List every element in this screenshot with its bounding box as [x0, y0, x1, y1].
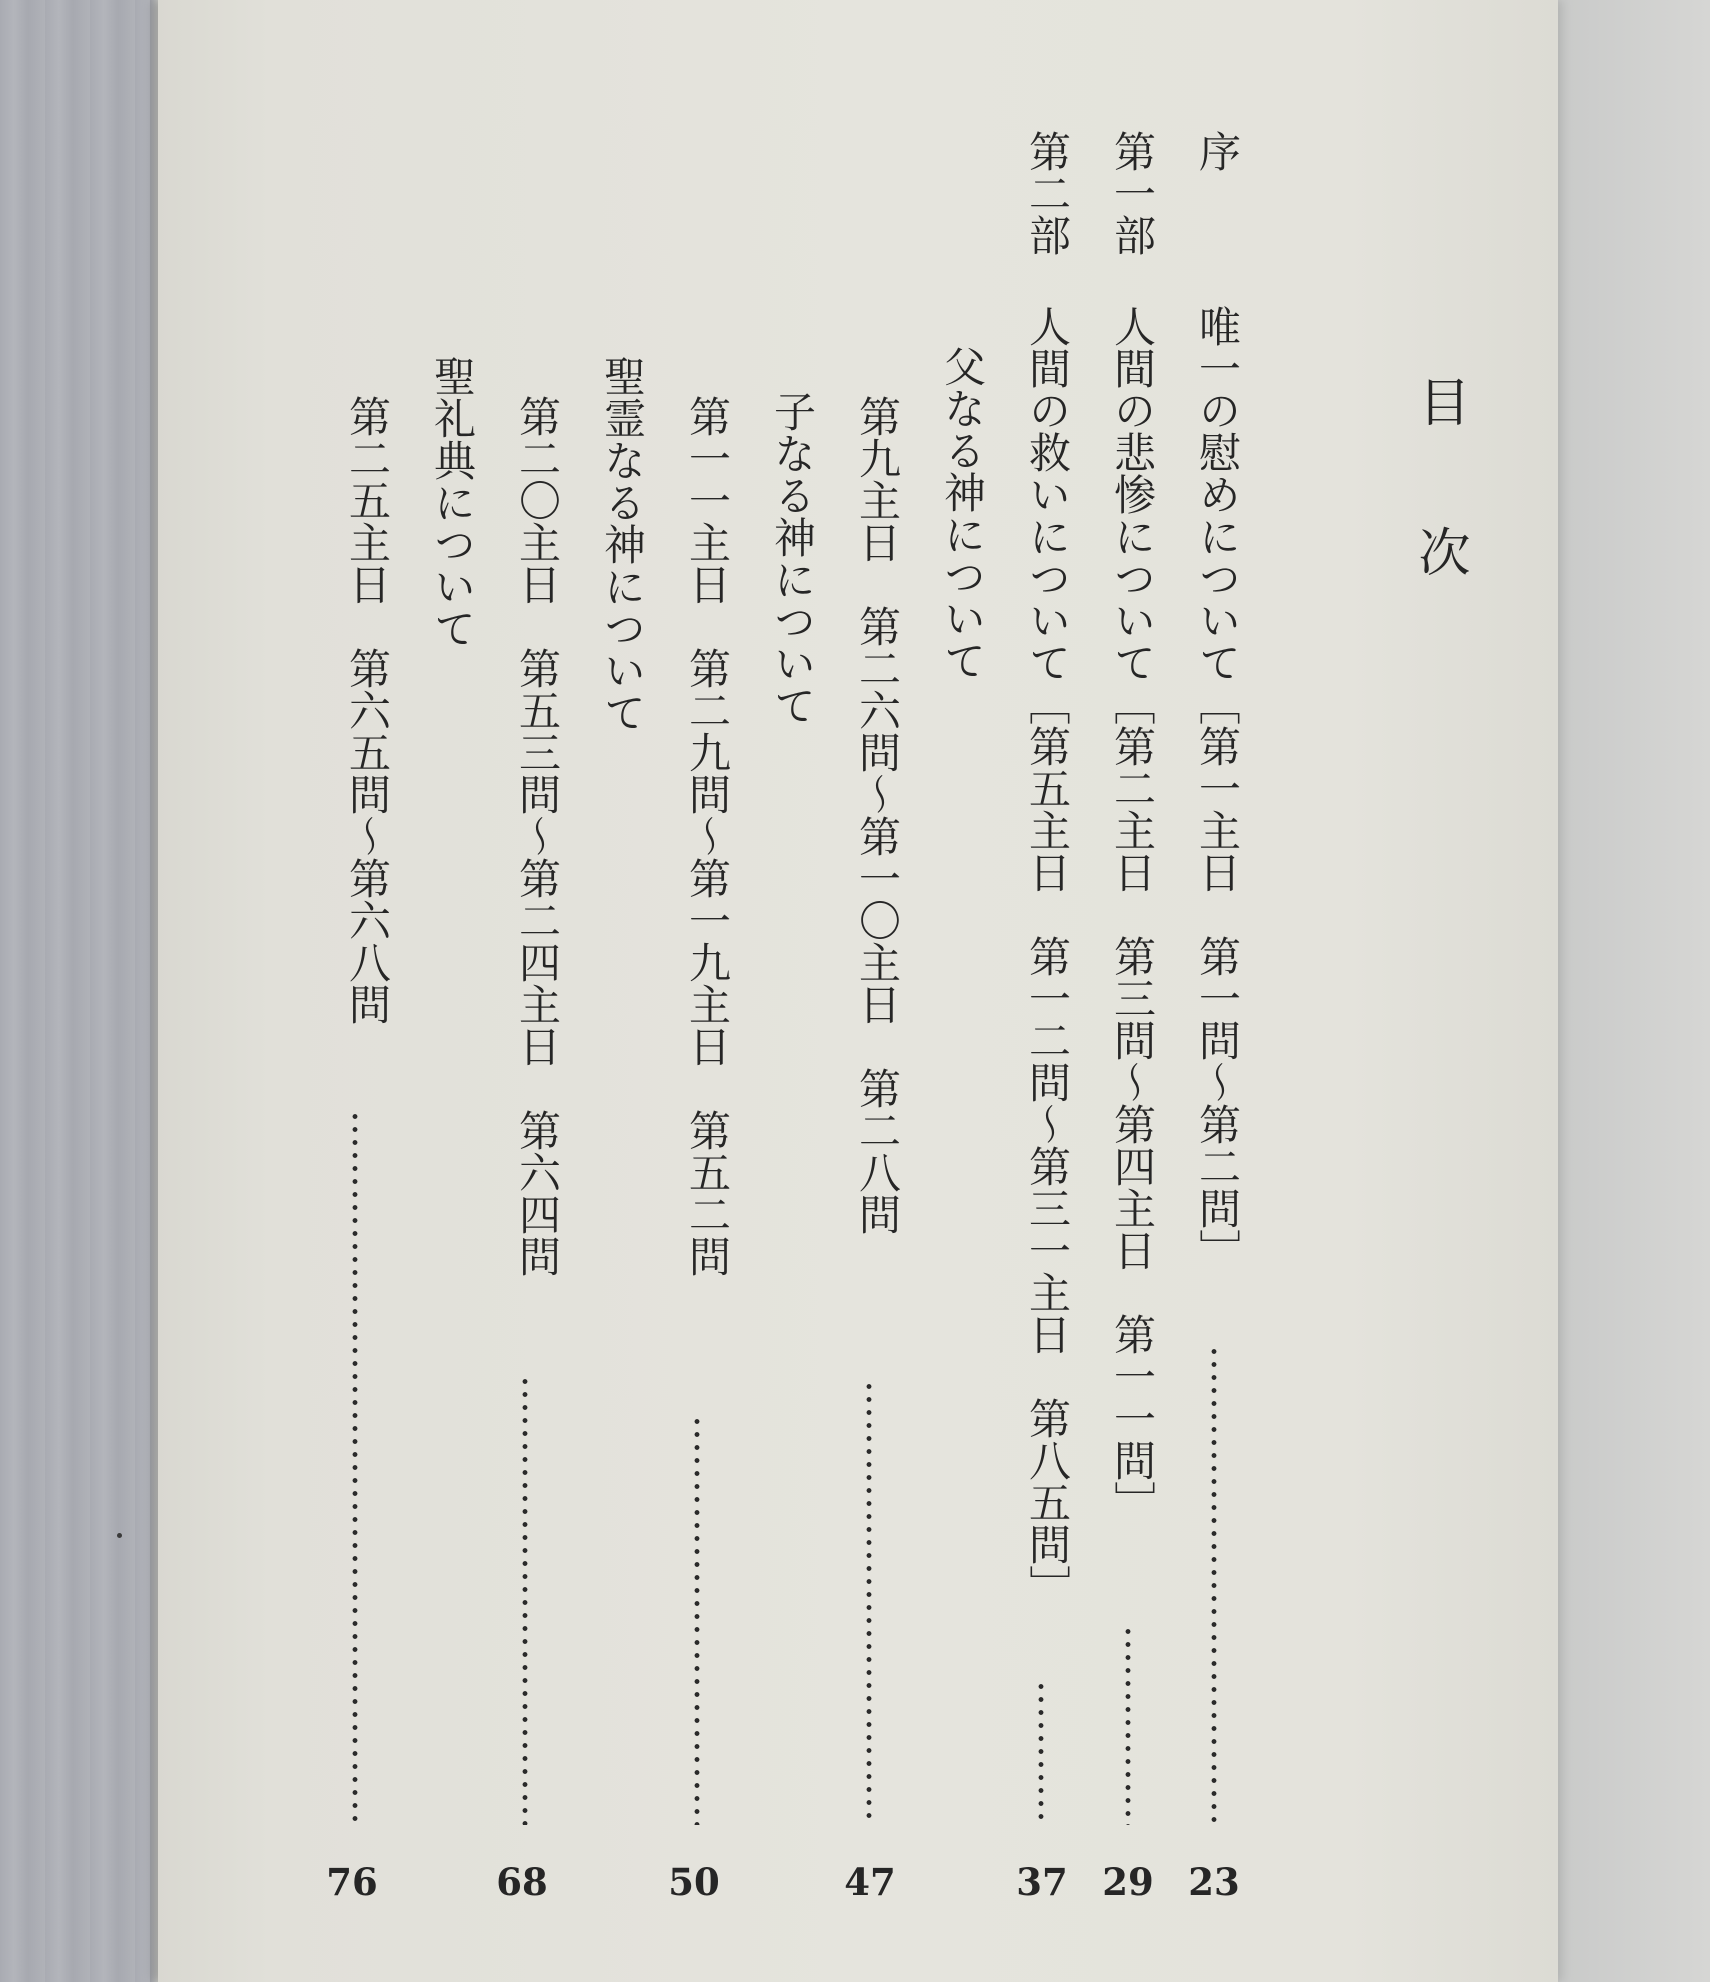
toc-subheading-sacraments: 聖礼典について [428, 355, 477, 649]
dot-leader [1038, 1680, 1044, 1825]
dot-leader [866, 1380, 872, 1825]
dot-leader [694, 1415, 700, 1825]
toc-entry-0: 唯一の慰めについて［第一主日 第一問～第二問］ [1193, 305, 1242, 1271]
toc-entry-8: 第二〇主日 第五三問～第二四主日 第六四問 [513, 395, 562, 1277]
speck [117, 1533, 122, 1538]
toc-label-part1: 第一部 [1108, 130, 1157, 256]
background-right [1555, 0, 1710, 1982]
toc-subheading-spirit: 聖霊なる神について [598, 355, 647, 733]
dot-leader [352, 1110, 358, 1825]
toc-subheading-father: 父なる神について [938, 345, 987, 681]
page-number-6: 50 [668, 1860, 720, 1904]
page-number-2: 37 [1016, 1860, 1068, 1904]
toc-entry-1: 人間の悲惨について［第二主日 第三問～第四主日 第一一問］ [1108, 305, 1157, 1523]
toc-title: 目次 [1409, 375, 1469, 675]
dot-leader [1211, 1345, 1217, 1825]
page-number-4: 47 [844, 1860, 896, 1904]
toc-subheading-son: 子なる神について [768, 390, 817, 726]
dot-leader [1125, 1625, 1131, 1825]
toc-label-part2: 第二部 [1023, 130, 1072, 256]
toc-entry-6: 第一一主日 第二九問～第一九主日 第五二問 [683, 395, 732, 1277]
toc-entry-4: 第九主日 第二六問～第一〇主日 第二八問 [853, 395, 902, 1235]
page-number-8: 68 [496, 1860, 548, 1904]
page-number-1: 29 [1102, 1860, 1154, 1904]
page-number-10: 76 [326, 1860, 378, 1904]
toc-label-preface: 序 [1193, 130, 1242, 172]
dot-leader [522, 1375, 528, 1825]
toc-entry-2: 人間の救いについて［第五主日 第一二問～第三一主日 第八五問］ [1023, 305, 1072, 1607]
toc-entry-10: 第二五主日 第六五問～第六八問 [343, 395, 392, 1025]
page-number-0: 23 [1188, 1860, 1240, 1904]
